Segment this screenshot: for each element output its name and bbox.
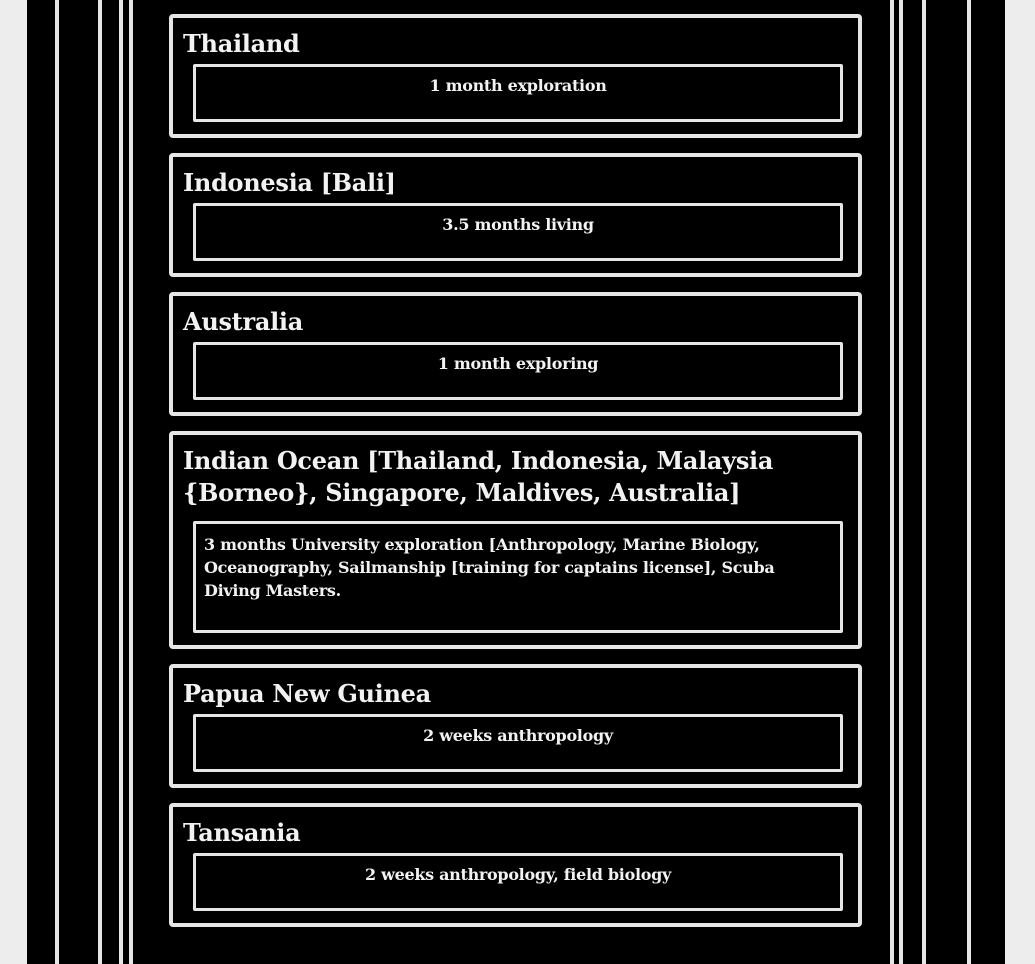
entry-title: Tansania — [183, 818, 301, 847]
entry-title: Indonesia [Bali] — [183, 168, 396, 197]
travel-entry — [169, 664, 862, 788]
entry-detail: 3.5 months living — [193, 203, 843, 261]
travel-entry — [169, 153, 862, 277]
travel-list — [169, 14, 862, 942]
entry-detail: 1 month exploring — [193, 342, 843, 400]
entry-title: Indian Ocean [Thailand, Indonesia, Malaysia {Borneo}, Singapore, Maldives, Australia] — [183, 446, 774, 507]
entry-detail: 2 weeks anthropology — [193, 714, 843, 772]
decorative-line — [899, 0, 903, 964]
travel-entry — [169, 14, 862, 138]
entry-title: Thailand — [183, 29, 300, 58]
entry-detail: 2 weeks anthropology, field biology — [193, 853, 843, 911]
decorative-line — [890, 0, 894, 964]
decorative-line — [129, 0, 133, 964]
entry-title: Papua New Guinea — [183, 679, 431, 708]
decorative-line — [98, 0, 102, 964]
decorative-line — [119, 0, 123, 964]
decorative-line — [55, 0, 59, 964]
entry-detail: 3 months University exploration [Anthropology, Marine Biology, Oceanography, Sailmanship [training for captains license], Scuba Diving Masters. — [193, 521, 843, 633]
entry-detail: 1 month exploration — [193, 64, 843, 122]
travel-entry — [169, 431, 862, 649]
travel-entry — [169, 292, 862, 416]
entry-title: Australia — [183, 307, 303, 336]
travel-entry — [169, 803, 862, 927]
decorative-line — [922, 0, 926, 964]
decorative-line — [967, 0, 971, 964]
